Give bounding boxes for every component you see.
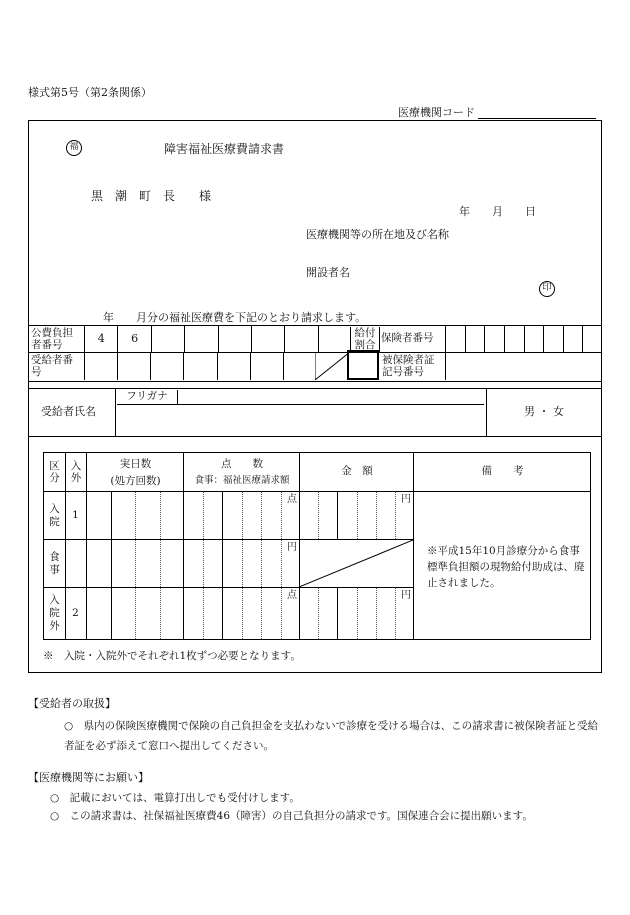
recipient-name-row — [29, 388, 601, 437]
row-label-outpatient: 入院外 — [49, 594, 60, 632]
ratio-blank-slash — [315, 352, 350, 380]
header-days-label: 実日数 — [119, 458, 152, 470]
institution-code-label: 医療機関コード — [398, 106, 475, 119]
days-cells-outpatient[interactable] — [86, 588, 184, 639]
benefit-ratio-label: 給付割合 — [350, 327, 380, 352]
form-title: 障害福祉医療費請求書 — [164, 142, 285, 156]
payer-digit-cell[interactable] — [218, 326, 251, 352]
amount-cells-inpatient[interactable] — [299, 492, 414, 539]
remarks-note: ※平成15年10月診療分から食事標準負担額の現物給付助成は、廃止されました。 — [427, 545, 585, 589]
header-days-sub: (処方回数) — [110, 475, 161, 488]
furigana-label: フリガナ — [117, 390, 178, 405]
recipient-number-cells[interactable] — [84, 352, 316, 380]
insurer-number-label: 保険者番号 — [381, 332, 434, 344]
header-points — [183, 453, 300, 491]
founder-label: 開設者名 — [306, 266, 350, 279]
header-points-label: 点 数 — [221, 458, 263, 470]
public-payer-number-cells[interactable] — [84, 326, 351, 352]
amount-cells-outpatient[interactable] — [299, 588, 414, 639]
row-unit-amount-outpatient: 円 — [401, 590, 411, 601]
one-sheet-note: ※ 入院・入院外でそれぞれ1枚ずつ必要となります。 — [43, 650, 301, 662]
payer-digit-cell[interactable] — [318, 326, 351, 352]
recipient-number-row — [29, 352, 601, 382]
points-cells-meal[interactable] — [183, 540, 300, 587]
gender-choice[interactable]: 男 ・ 女 — [524, 405, 564, 418]
row-code-inpatient: 1 — [72, 508, 79, 521]
fuku-seal-icon: 福 — [66, 140, 82, 156]
institution-code-field[interactable] — [478, 106, 596, 119]
payer-digit-cell[interactable]: 6 — [117, 326, 150, 352]
header-remarks: 備 考 — [413, 453, 591, 491]
header-amount: 金 額 — [299, 453, 414, 491]
public-payer-row — [29, 325, 601, 353]
header-points-sub: 食事：福祉医療請求額 — [194, 475, 290, 487]
institution-address-label: 医療機関等の所在地及び名称 — [306, 228, 449, 241]
recipient-name-field[interactable] — [115, 389, 487, 436]
row-unit-points-outpatient: 点 — [287, 590, 297, 601]
insured-card-label: 被保険者証記号番号 — [382, 354, 435, 378]
form-frame — [28, 120, 602, 673]
payer-digit-cell[interactable] — [151, 326, 184, 352]
points-cells-outpatient[interactable] — [183, 588, 300, 639]
billing-table — [43, 452, 591, 640]
payer-digit-cell[interactable] — [251, 326, 284, 352]
benefit-ratio-box[interactable] — [347, 350, 379, 380]
date-line[interactable]: 年 月 日 — [459, 205, 536, 218]
days-cells-meal[interactable] — [86, 540, 184, 587]
payer-digit-cell[interactable] — [184, 326, 217, 352]
days-cells-inpatient[interactable] — [86, 492, 184, 539]
row-label-inpatient: 入院 — [49, 502, 60, 528]
meal-amount-slash — [299, 540, 413, 587]
public-payer-label: 公費負担者番号 — [31, 327, 73, 351]
recipient-name-label: 受給者氏名 — [41, 405, 96, 418]
row-unit-amount-inpatient: 円 — [401, 494, 411, 505]
institution-requests-heading: 【医療機関等にお願い】 — [28, 771, 149, 784]
header-days — [86, 453, 184, 491]
recipient-number-label: 受給者番号 — [31, 354, 73, 378]
payer-digit-cell[interactable] — [284, 326, 317, 352]
institution-request-item: ○ この請求書は、社保福祉医療費46（障害）の自己負担分の請求です。国保連合会に提出願います。 — [50, 810, 533, 822]
recipient-handling-item: ○ 県内の保険医療機関で保険の自己負担金を支払わないで診療を受ける場合は、この請求書に被保険者証と受給者証を必ず添えて窓口へ提出してください。 — [64, 720, 599, 752]
row-code-meal — [65, 540, 86, 587]
addressee: 黒 潮 町 長 様 — [91, 189, 212, 203]
request-statement: 年 月分の福祉医療費を下記のとおり請求します。 — [103, 311, 367, 324]
institution-request-item: ○ 記載においては、電算打出しでも受付けします。 — [50, 792, 300, 804]
insurer-number-cells[interactable] — [445, 326, 602, 352]
row-label-meal: 食事 — [49, 550, 60, 576]
header-category: 区分 — [49, 460, 60, 484]
header-in-out: 入外 — [65, 453, 86, 491]
points-cells-inpatient[interactable] — [183, 492, 300, 539]
recipient-handling-heading: 【受給者の取扱】 — [28, 697, 116, 710]
form-number: 様式第5号（第2条関係） — [28, 86, 152, 99]
insured-card-field[interactable] — [445, 352, 602, 380]
in-seal-icon: 印 — [539, 281, 555, 297]
payer-digit-cell[interactable]: 4 — [97, 332, 105, 346]
row-unit-points-meal: 円 — [287, 542, 297, 553]
row-code-outpatient: 2 — [72, 606, 79, 619]
row-unit-points-inpatient: 点 — [287, 494, 297, 505]
